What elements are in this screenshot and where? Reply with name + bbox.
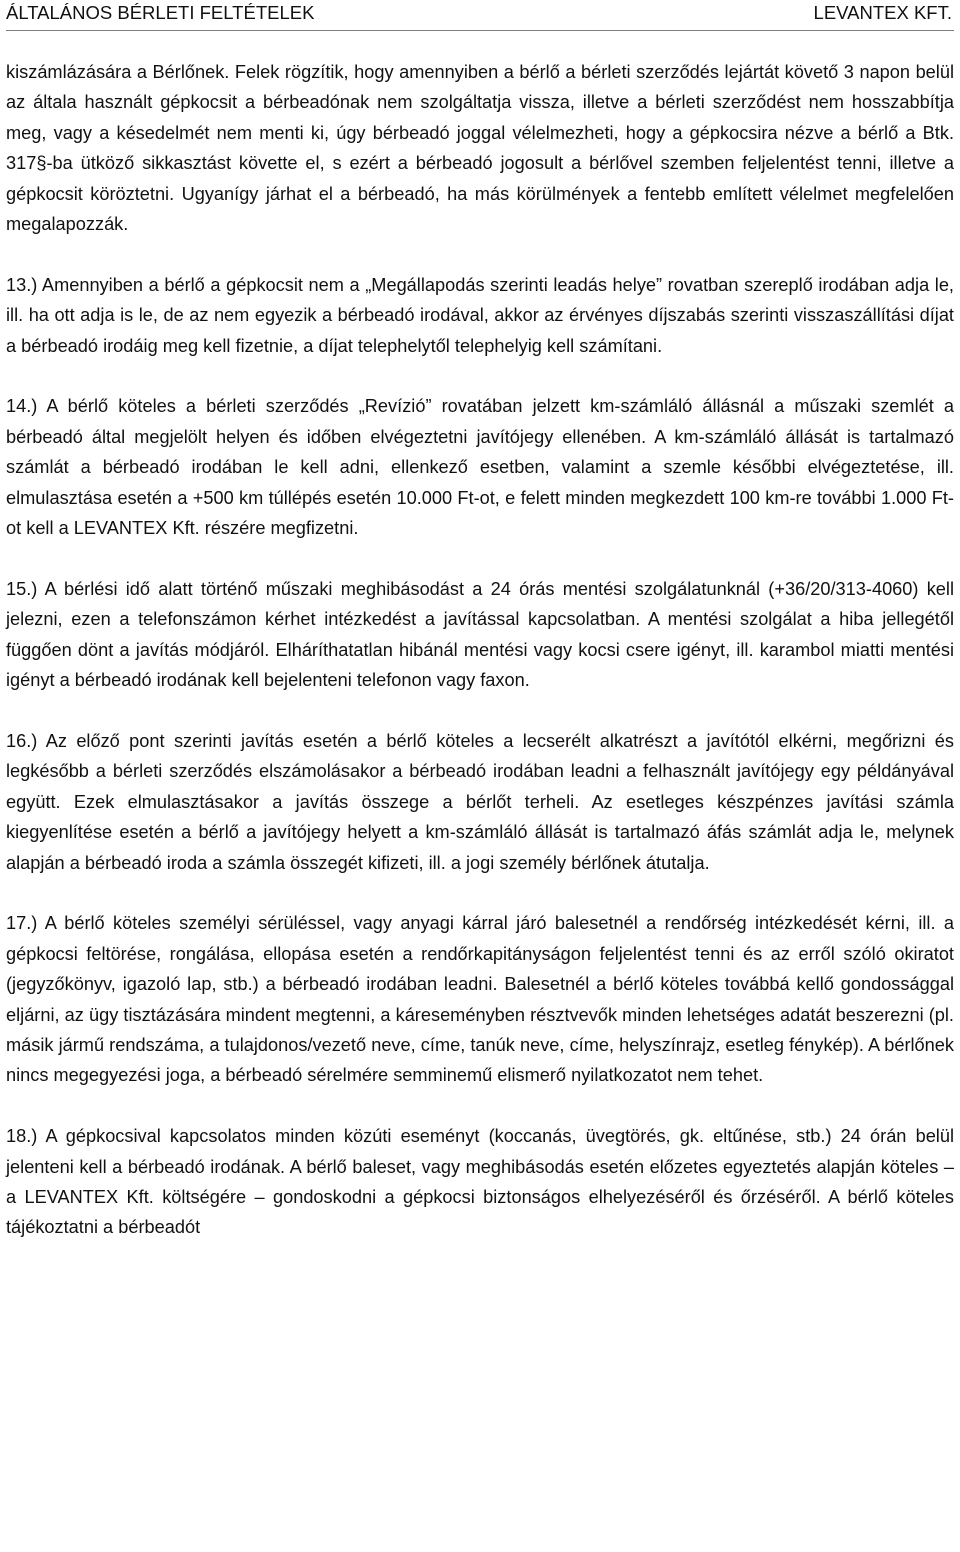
paragraph-15: 15.) A bérlési idő alatt történő műszaki meghibásodást a 24 órás mentési szolgálatunknál (+36/20/313-4060) kell jelezni, ezen a telefonszámon kérhet intézkedést a javítással kapcsolatban. A mentési szolgálat a hiba jellegétől függően dönt a javítás módjáról. Elháríthatatlan hibánál mentési vagy kocsi csere igényt, ill. karambol miatti mentési igényt a bérbeadó irodának kell bejelenteni telefonon vagy faxon. [6,578,954,691]
header-company: LEVANTEX KFT. [813,2,952,23]
paragraph-18: 18.) A gépkocsival kapcsolatos minden közúti eseményt (koccanás, üvegtörés, gk. eltűnése, stb.) 24 órán belül jelenteni kell a bérbeadó irodának. A bérlő baleset, vagy meghibásodás esetén előzetes egyeztetés alapján köteles – a LEVANTEX Kft. költségére – gondoskodni a gépkocsi biztonságos elhelyezéséről és őrzéséről. A bérlő köteles tájékoztatni a bérbeadót [6,1126,954,1238]
paragraph-16: 16.) Az előző pont szerinti javítás esetén a bérlő köteles a lecserélt alkatrészt a javítótól elkérni, megőrizni és legkésőbb a bérleti szerződés elszámolásakor a bérbeadó irodában leadni a felhasznált javítójegy egy példányával együtt. Ezek elmulasztásakor a javítás összege a bérlőt terheli. Az esetleges készpénzes javítási számla kiegyenlítése esetén a bérlő a javítójegy helyett a km-számláló állását is tartalmazó áfás számlát adja le, melynek alapján a bérbeadó iroda a számla összegét kifizeti, ill. a jogi személy bérlőnek átutalja. [6,730,954,873]
header-title: ÁLTALÁNOS BÉRLETI FELTÉTELEK [6,2,315,23]
paragraph-continuation: kiszámlázására a Bérlőnek. Felek rögzítik, hogy amennyiben a bérlő a bérleti szerződés lejártát követő 3 napon belül az általa használt gépkocsit a bérbeadónak nem szolgáltatja vissza, illetve a bérleti szerződést nem hosszabbítja meg, vagy a késedelmét nem menti ki, úgy bérbeadó joggal vélelmezheti, hogy a gépkocsira nézve a bérlő a Btk. 317§-ba ütköző sikkasztást követte el, s ezért a bérbeadó jogosult a bérlővel szemben feljelentést tenni, illetve a gépkocsit köröztetni. Ugyanígy járhat el a bérbeadó, ha más körülmények a fentebb említett vélelmet megfelelően megalapozzák. [6,62,954,235]
paragraph-14: 14.) A bérlő köteles a bérleti szerződés „Revízió” rovatában jelzett km-számláló állásnál a műszaki szemlét a bérbeadó által megjelölt helyen és időben elvégeztetni javítójegy ellenében. A km-számláló állását is tartalmazó számlát a bérbeadó irodában le kell adni, ellenkező esetben, valamint a szemle későbbi elvégeztetése, ill. elmulasztása esetén a +500 km túllépés esetén 10.000 Ft-ot, e felett minden megkezdett 100 km-re további 1.000 Ft-ot kell a LEVANTEX Kft. részére megfizetni. [6,396,954,539]
document-body [6,57,954,1243]
paragraph-17: 17.) A bérlő köteles személyi sérüléssel, vagy anyagi kárral járó balesetnél a rendőrség intézkedését kérni, ill. a gépkocsi feltörése, rongálása, ellopása esetén a rendőrkapitányságon feljelentést tenni és az erről szóló okiratot (jegyzőkönyv, igazoló lap, stb.) a bérbeadó irodában leadni. Balesetnél a bérlő köteles továbbá kellő gondossággal eljárni, az ügy tisztázására mindent megtenni, a káreseményben résztvevők minden lehetséges adatát beszerezni (pl. másik jármű rendszáma, a tulajdonos/vezető neve, címe, tanúk neve, címe, helyszínrajz, esetleg fénykép). A bérlőnek nincs megegyezési joga, a bérbeadó sérelmére semminemű elismerő nyilatkozatot nem tehet. [6,913,954,1086]
paragraph-13: 13.) Amennyiben a bérlő a gépkocsit nem a „Megállapodás szerinti leadás helye” rovatban szereplő irodában adja le, ill. ha ott adja is le, de az nem egyezik a bérbeadó irodával, akkor az érvényes díjszabás szerinti visszaszállítási díjat a bérbeadó irodáig meg kell fizetnie, a díjat telephelytől telephelyig kell számítani. [6,274,954,356]
page-header [6,0,954,31]
